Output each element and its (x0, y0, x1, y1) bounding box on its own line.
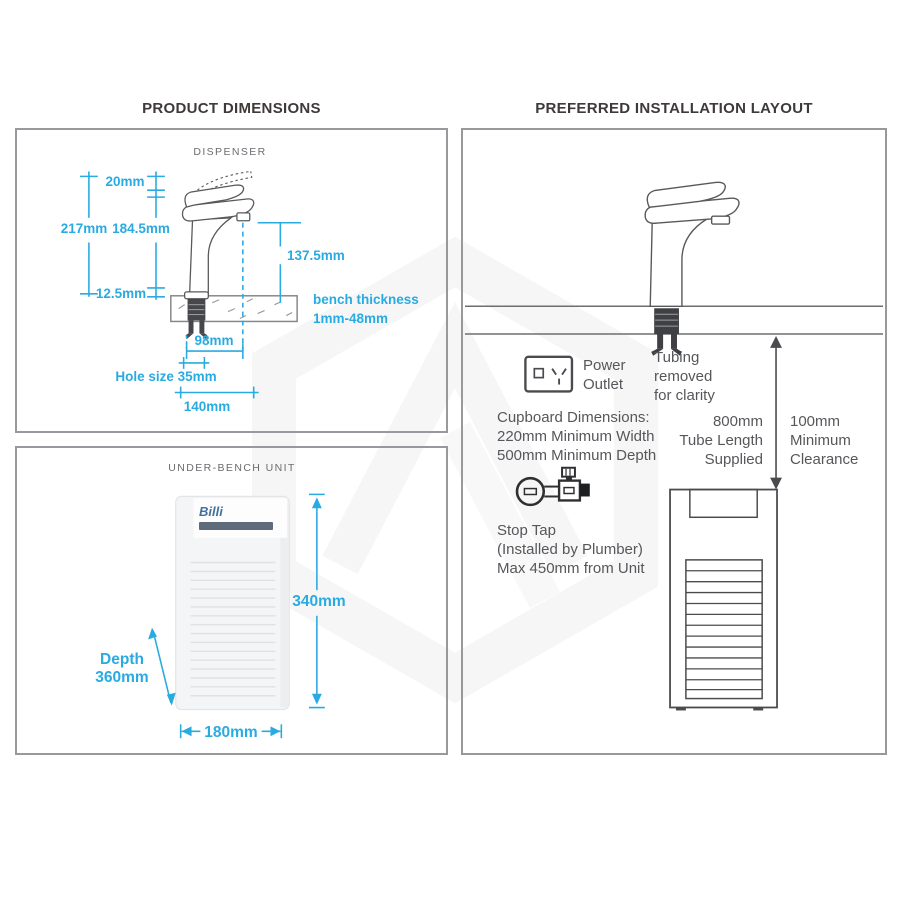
clearance-note-line1: 100mm (790, 413, 841, 430)
tubing-note-line2: removed (654, 368, 713, 385)
tube-length-note-line3: Supplied (704, 451, 763, 468)
billi-logo: Billi (199, 504, 223, 519)
tube-length-note-line1: 800mm (712, 413, 763, 430)
cupboard-note-line2: 220mm Minimum Width (497, 428, 655, 445)
dim-98mm: 98mm (194, 333, 234, 348)
clearance-note-line2: Minimum (790, 432, 851, 449)
dim-340mm: 340mm (292, 593, 346, 610)
tubing-note-line1: Tubing (654, 349, 700, 366)
underbench-panel (15, 446, 448, 755)
dispenser-panel (15, 128, 448, 433)
tube-length-note-line2: Tube Length (679, 432, 763, 449)
underbench-drawing (17, 448, 446, 753)
clearance-note-line3: Clearance (790, 451, 859, 468)
cupboard-note-line3: 500mm Minimum Depth (497, 447, 657, 464)
power-outlet-label-line1: Power (583, 357, 626, 374)
stop-tap-note-line2: (Installed by Plumber) (497, 541, 643, 558)
installation-unit-drawing (670, 490, 777, 711)
dim-184-5mm: 184.5mm (112, 221, 170, 236)
power-outlet-icon (525, 357, 572, 392)
dim-137-5mm: 137.5mm (287, 248, 345, 263)
bench-thickness-line1: bench thickness (313, 292, 419, 307)
dim-20mm: 20mm (105, 174, 145, 189)
bench-thickness-line2: 1mm-48mm (313, 311, 389, 326)
power-outlet-label-line2: Outlet (583, 376, 624, 393)
dim-180mm: 180mm (204, 724, 258, 741)
depth-label-line1: Depth (100, 651, 144, 668)
tubing-note-line3: for clarity (654, 387, 715, 404)
depth-label-line2: 360mm (95, 669, 149, 686)
billi-logo-bar (199, 522, 273, 530)
left-column-title: PRODUCT DIMENSIONS (142, 100, 321, 117)
dispenser-label: DISPENSER (193, 146, 267, 158)
dim-140mm: 140mm (183, 399, 231, 414)
right-column-title: PREFERRED INSTALLATION LAYOUT (535, 100, 813, 117)
cupboard-note-line1: Cupboard Dimensions: (497, 409, 650, 426)
stop-tap-icon (517, 468, 590, 505)
dispenser-drawing (17, 130, 446, 431)
stop-tap-note-line1: Stop Tap (497, 522, 556, 539)
dim-217mm: 217mm (60, 221, 108, 236)
installation-tap-drawing (645, 182, 739, 356)
stop-tap-note-line3: Max 450mm from Unit (497, 560, 645, 577)
dim-12-5mm: 12.5mm (95, 286, 147, 301)
underbench-label: UNDER-BENCH UNIT (168, 462, 296, 474)
clearance-arrow (770, 336, 782, 490)
hole-size-label: Hole size 35mm (115, 369, 217, 384)
